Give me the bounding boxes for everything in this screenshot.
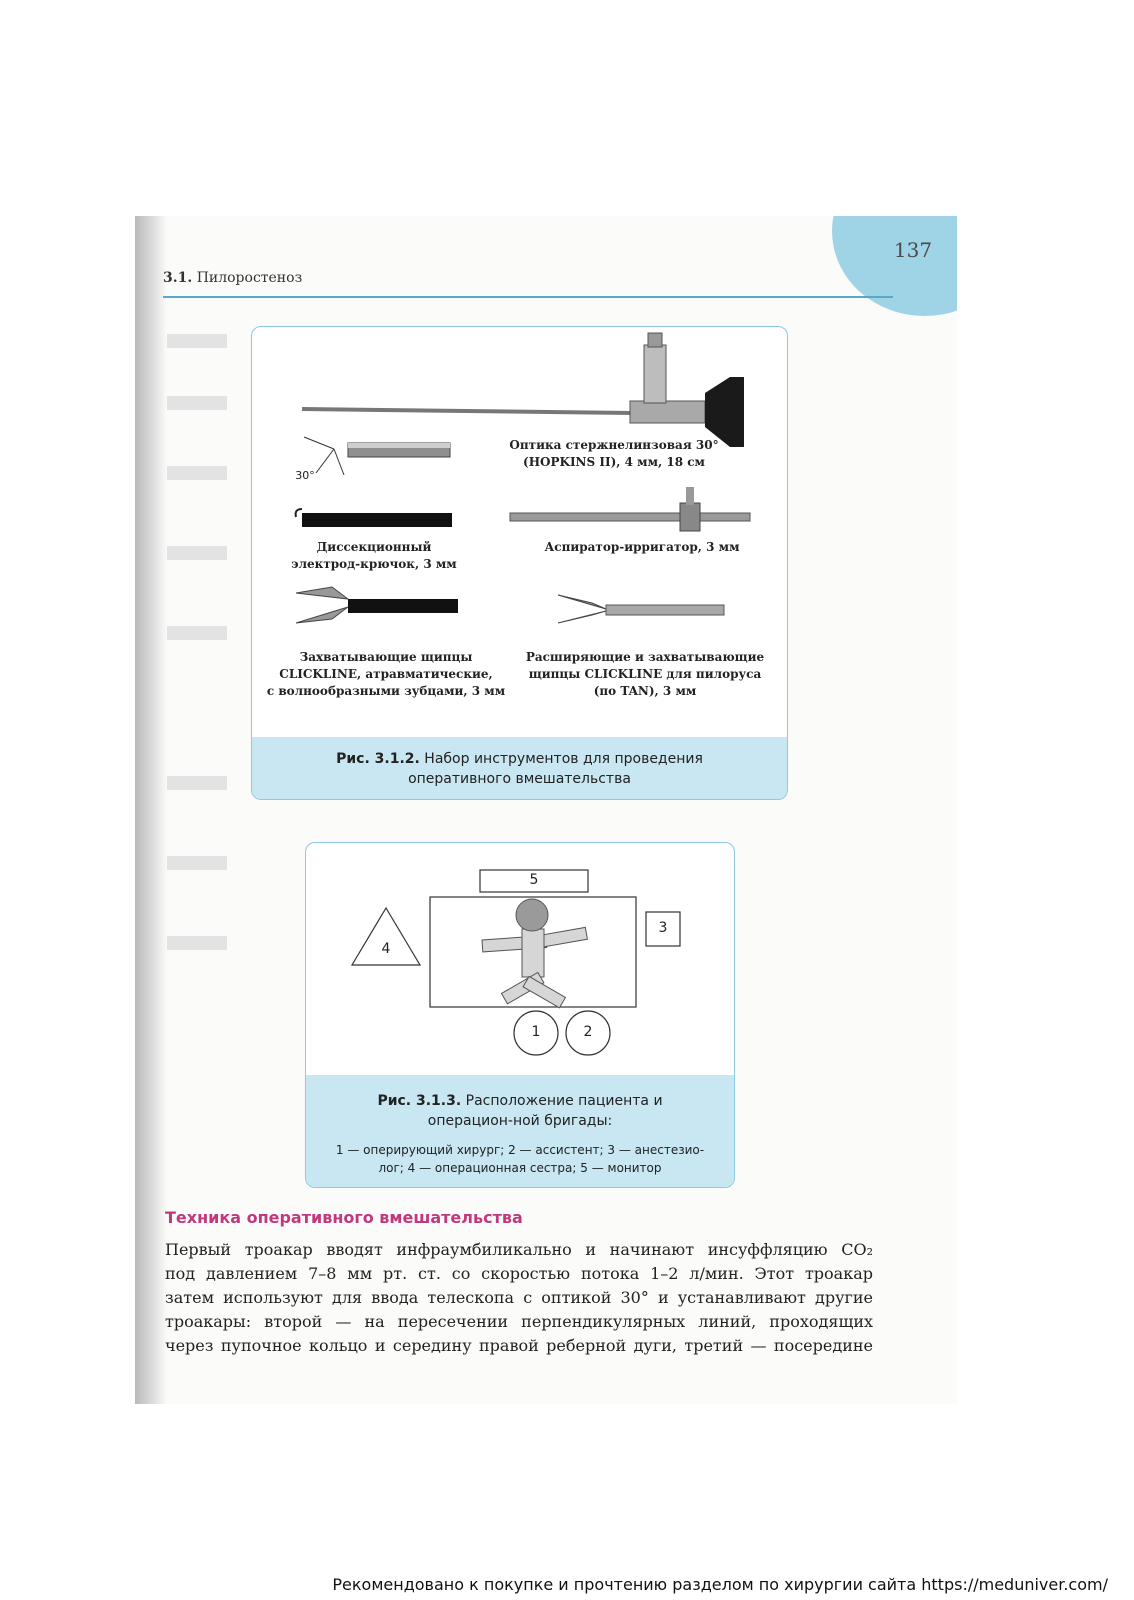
page-number: 137 — [893, 238, 933, 262]
body-text-line: троакары: второй — на пересечении перпендикулярных линий, проходящих — [165, 1312, 873, 1331]
angle-label: 30° — [295, 469, 315, 482]
body-text-line: затем используют для ввода телескопа с оптикой 30° и устанавливают другие — [165, 1288, 873, 1307]
figure-caption-text: Расположение пациента и операцион-ной бригады: — [427, 1093, 663, 1129]
show-through-text — [167, 776, 227, 790]
body-text-line: Первый троакар вводят инфраумбиликально и начинают инсуффляцию CO₂ — [165, 1240, 873, 1259]
assistant-number: 2 — [583, 1024, 593, 1040]
show-through-text — [167, 334, 227, 348]
figure-number: Рис. 3.1.2. — [336, 751, 420, 767]
figure-caption — [306, 1075, 734, 1187]
page-corner-tab — [832, 216, 957, 316]
aspirator-label: Аспиратор-ирригатор, 3 мм — [544, 540, 740, 554]
figure-team-layout — [305, 842, 735, 1188]
figure-caption-text: Набор инструментов для проведения оперативного вмешательства — [408, 751, 703, 787]
section-title: Пилоростеноз — [196, 270, 303, 286]
binding-shadow — [135, 216, 167, 1404]
show-through-text — [167, 396, 227, 410]
grasper-image — [296, 587, 458, 623]
body-text-line: под давлением 7–8 мм рт. ст. со скоростью потока 1–2 л/мин. Этот троакар — [165, 1264, 873, 1283]
show-through-text — [167, 936, 227, 950]
section-number: 3.1. — [163, 270, 193, 286]
running-head — [163, 270, 302, 286]
aspirator-image — [510, 487, 750, 531]
show-through-text — [167, 546, 227, 560]
anesthesiologist-number: 3 — [658, 920, 668, 936]
show-through-text — [167, 466, 227, 480]
figure-number: Рис. 3.1.3. — [377, 1093, 462, 1109]
hook-electrode-label: Диссекционный электрод-крючок, 3 мм — [291, 540, 457, 571]
show-through-text — [167, 856, 227, 870]
monitor-number: 5 — [529, 872, 539, 888]
dilating-forceps-image — [558, 595, 724, 623]
nurse-number: 4 — [381, 941, 391, 957]
telescope-label: Оптика стержнелинзовая 30° (HOPKINS II), 4 мм, 18 см — [509, 438, 719, 469]
figure-instruments — [251, 326, 788, 800]
telescope-image — [302, 333, 744, 447]
optic-tip-detail — [304, 437, 450, 475]
body-text-line: через пупочное кольцо и середину правой реберной дуги, третий — посередине — [165, 1336, 873, 1355]
figure-legend: 1 — оперирующий хирург; 2 — ассистент; 3 — анестезио-лог; 4 — операционная сестра; 5 — монитор — [335, 1143, 705, 1175]
footer-recommendation: Рекомендовано к покупке и прочтению разделом по хирургии сайта https://meduniver.com/ — [332, 1575, 1108, 1594]
figure-caption — [252, 737, 787, 799]
section-heading: Техника оперативного вмешательства — [165, 1208, 523, 1227]
hook-electrode-image — [296, 509, 452, 527]
grasper-label: Захватывающие щипцы CLICKLINE, атравматические, с волнообразными зубцами, 3 мм — [266, 650, 506, 698]
dilating-forceps-label: Расширяющие и захватывающие щипцы CLICKLINE для пилоруса (по TAN), 3 мм — [525, 650, 765, 698]
surgeon-number: 1 — [531, 1024, 541, 1040]
show-through-text — [167, 626, 227, 640]
scanned-page — [135, 216, 957, 1404]
header-rule — [163, 296, 893, 298]
